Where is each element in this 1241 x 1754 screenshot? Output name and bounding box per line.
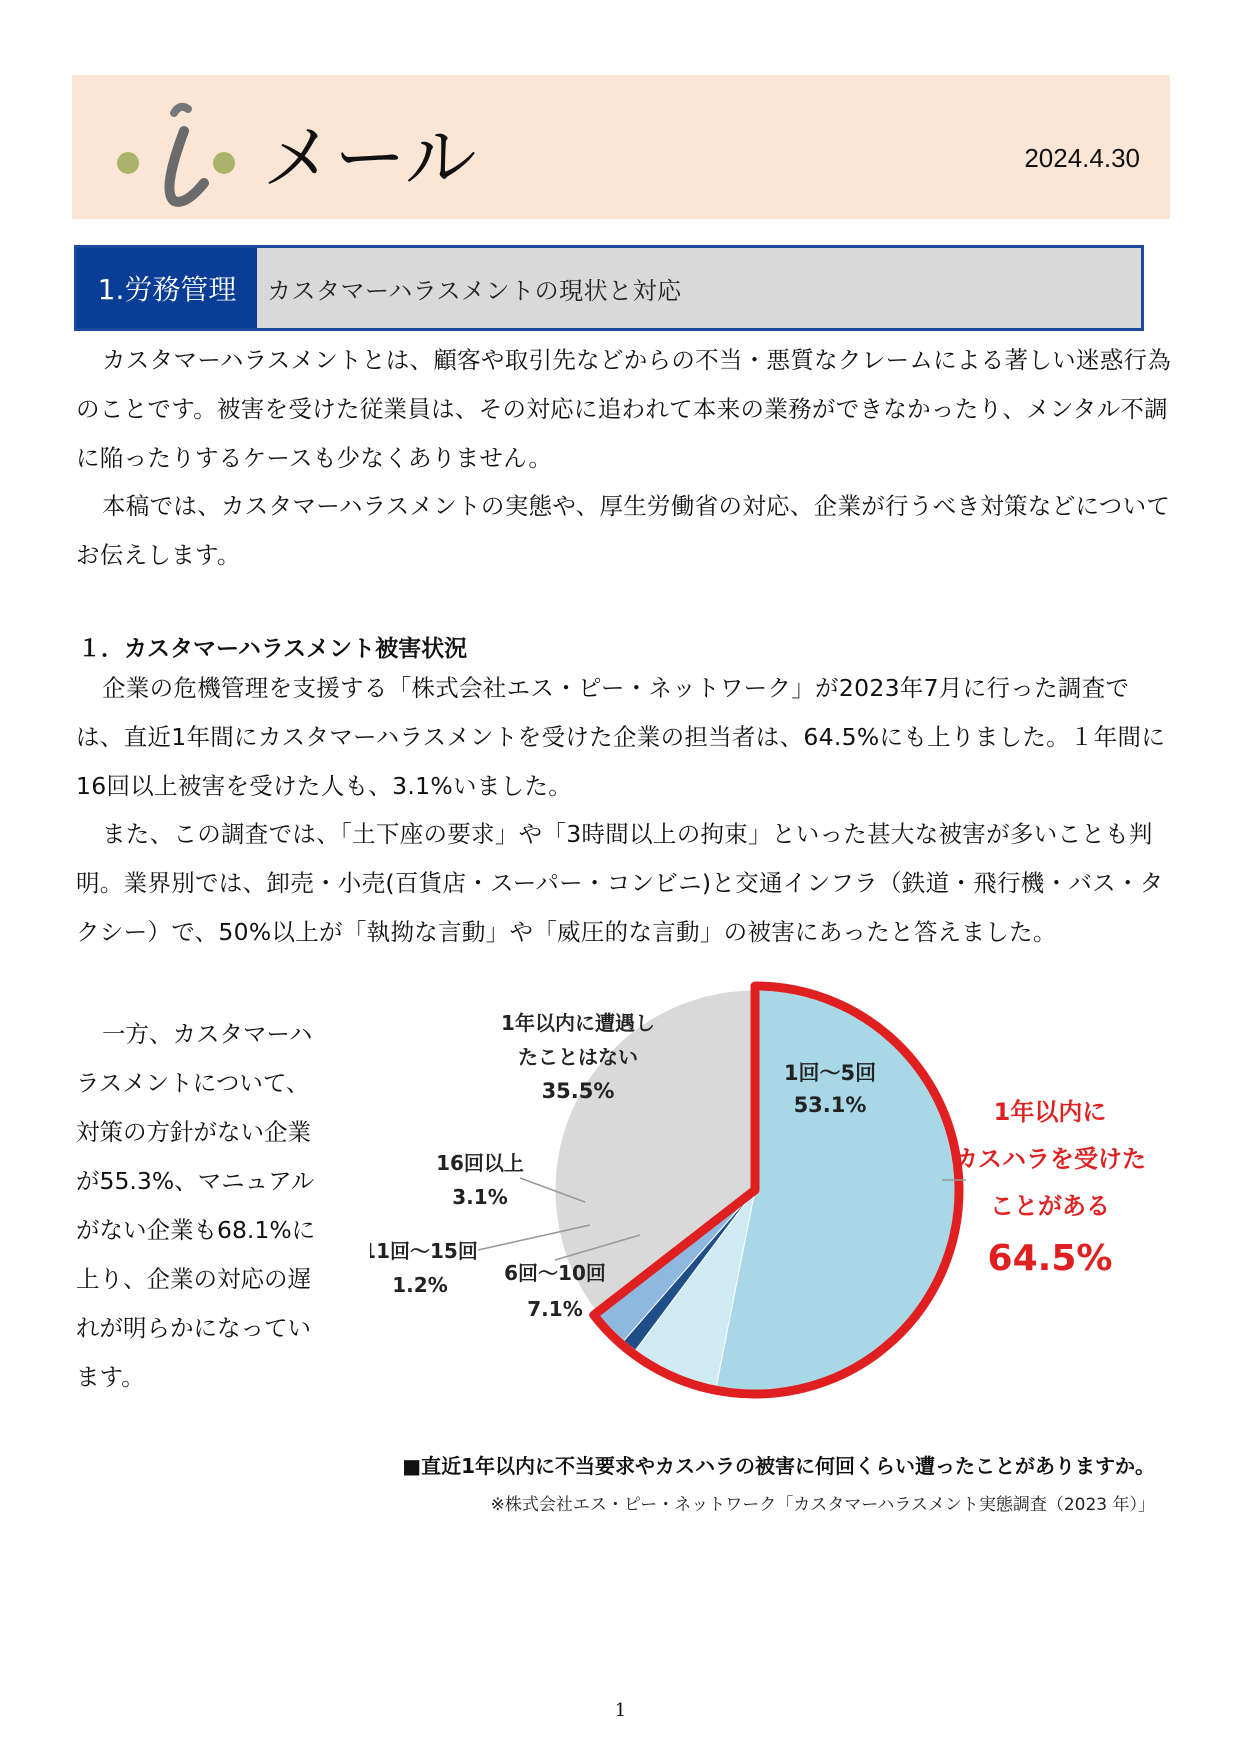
intro-paragraph-1: カスタマーハラスメントとは、顧客や取引先などからの不当・悪質なクレームによる著しい迷惑行為のことです。被害を受けた従業員は、その対応に追われて本来の業務ができなかったり、メンタル不調に陥ったりするケースも少なくありません。 [76,346,1172,472]
slice-value-never: 35.5% [541,1079,615,1103]
slice-label-1-5: 1回～5回 [783,1061,877,1085]
slice-label-11-15: 11回～15回 [370,1239,478,1263]
pie-chart [370,970,1170,1440]
slice-value-6-10: 7.1% [527,1297,583,1321]
slice-label-16plus: 16回以上 [436,1151,524,1175]
i-mail-logo [112,83,592,213]
chart-source: ※株式会社エス・ピー・ネットワーク「カスタマーハラスメント実態調査（2023 年）」 [490,1495,1155,1515]
highlight-label-line2: カスハラを受けた [954,1145,1146,1173]
slice-value-11-15: 1.2% [392,1273,448,1297]
section-title: カスタマーハラスメントの現状と対応 [267,276,682,305]
highlight-label-line3: ことがある [990,1192,1110,1220]
section-heading-bar [74,245,1144,331]
logo-text: メール [262,116,477,200]
slice-label-never-line2: たことはない [518,1045,638,1069]
body-paragraph-3: 一方、カスタマーハラスメントについて、対策の方針がない企業が55.3%、マニュアルがない企業も68.1%に上り、企業の対応の遅れが明らかになっています。 [76,1020,316,1391]
pie-chart-svg [370,970,1170,1440]
highlight-value: 64.5% [987,1238,1113,1279]
chart-caption: ■直近1年以内に不当要求やカスハラの被害に何回くらい遭ったことがありますか。 [402,1454,1155,1478]
intro-paragraph-2: 本稿では、カスタマーハラスメントの実態や、厚生労働省の対応、企業が行うべき対策などについてお伝えします。 [76,492,1171,569]
body-paragraph-2: また、この調査では、「土下座の要求」や「3時間以上の拘束」といった甚大な被害が多いことも判明。業界別では、卸売・小売(百貨店・スーパー・コンビニ)と交通インフラ（鉄道・飛行機・バス・タクシー）で、50%以上が「執拗な言動」や「威圧的な言動」の被害にあったと答えました。 [76,820,1164,946]
subsection-heading: １．カスタマーハラスメント被害状況 [78,636,468,662]
slice-label-6-10: 6回～10回 [504,1261,606,1285]
slice-value-16plus: 3.1% [452,1185,508,1209]
body-paragraph-1: 企業の危機管理を支援する「株式会社エス・ピー・ネットワーク」が2023年7月に行った調査では、直近1年間にカスタマーハラスメントを受けた企業の担当者は、64.5%にも上りました。１年間に16回以上被害を受けた人も、3.1%いました。 [76,674,1166,800]
slice-label-never-line1: 1年以内に遭遇し [501,1011,655,1035]
page-number: 1 [614,1700,627,1721]
newsletter-header [72,75,1170,219]
highlight-label-line1: 1年以内に [993,1098,1107,1126]
section-number: 1.労務管理 [77,248,257,328]
slice-value-1-5: 53.1% [793,1093,867,1117]
issue-date: 2024.4.30 [1024,143,1140,173]
